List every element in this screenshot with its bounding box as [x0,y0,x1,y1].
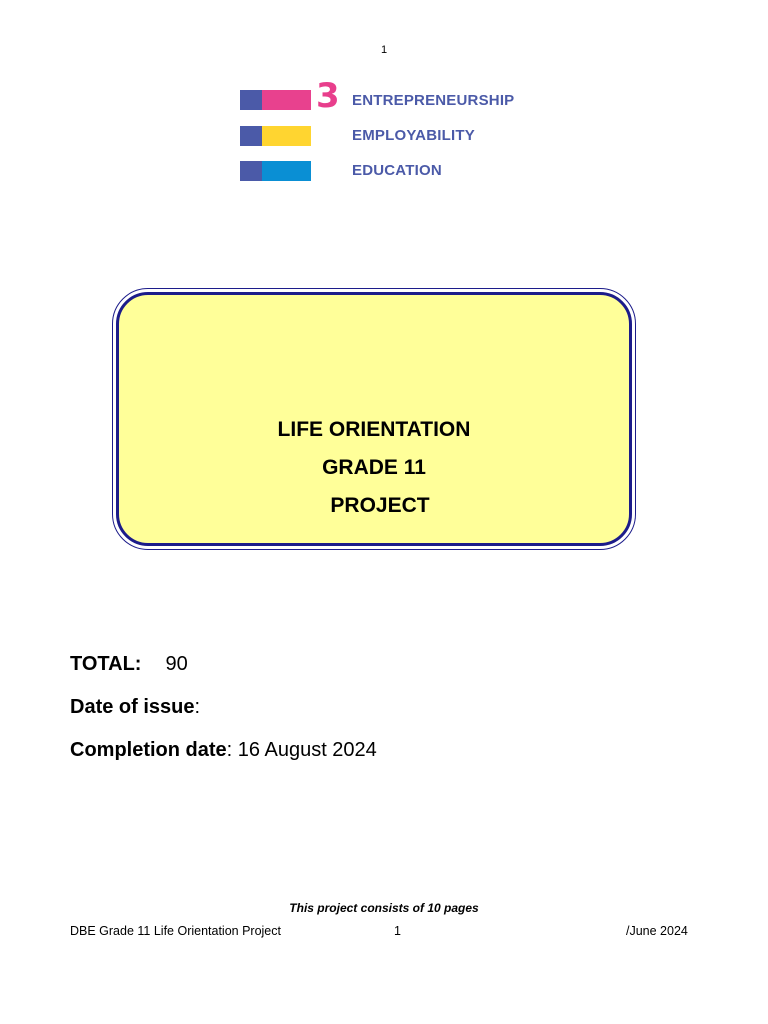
footer-page-number: 1 [394,924,401,938]
logo-bar-2-yellow [262,126,311,146]
issue-date-label: Date of issue [70,696,195,718]
logo-word-entrepreneurship: ENTREPRENEURSHIP [352,92,515,109]
subject-title: LIFE ORIENTATION [277,418,471,441]
total-value: 90 [165,653,188,675]
completion-date-label: Completion date [70,739,227,761]
completion-date-value: : 16 August 2024 [226,739,377,761]
page-count-note: This project consists of 10 pages [289,901,479,915]
issue-date-value: : [194,696,201,718]
logo-bar-3-blue [262,161,311,181]
logo-word-education: EDUCATION [352,162,442,179]
total-label: TOTAL: [70,653,142,675]
project-title: PROJECT [330,494,430,517]
logo-bar-1-base [240,90,262,110]
footer-document-title: DBE Grade 11 Life Orientation Project [70,924,281,938]
e3-logo [240,78,540,188]
logo-numeral: 3 [316,76,340,116]
logo-bar-1-pink [262,90,311,110]
page-number-top: 1 [380,44,388,56]
completion-date-line [70,739,377,762]
total-line [70,653,188,676]
grade-title: GRADE 11 [322,456,426,479]
footer-date: /June 2024 [626,924,688,938]
logo-bar-3-base [240,161,262,181]
logo-word-employability: EMPLOYABILITY [352,127,475,144]
issue-date-line [70,696,200,719]
logo-bar-2-base [240,126,262,146]
